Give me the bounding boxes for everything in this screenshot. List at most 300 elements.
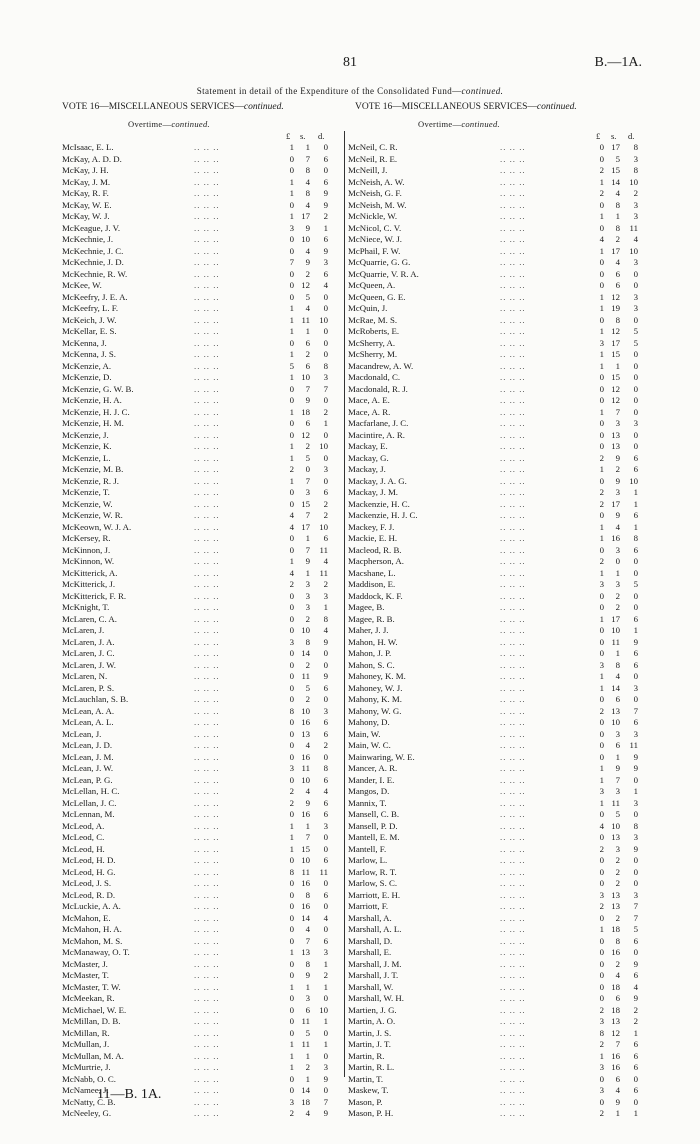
amount-pounds: 1 <box>599 567 604 578</box>
payee-name: McKenzie, D. <box>62 372 112 382</box>
leader-dots: .. .. .. <box>500 165 526 175</box>
amount-pence: 6 <box>633 935 638 946</box>
table-row <box>348 775 640 787</box>
payee-name: McKenna, J. <box>62 337 107 348</box>
leader-dots: .. .. .. <box>500 222 526 233</box>
amount-pounds: 2 <box>599 843 604 854</box>
amount-pounds: 0 <box>289 751 294 762</box>
leader-dots: .. .. .. <box>194 372 220 382</box>
amount-shillings: 3 <box>615 544 620 555</box>
amount-shillings: 16 <box>301 751 310 762</box>
amount-shillings: 15 <box>611 165 620 175</box>
leader-dots: .. .. .. <box>194 1073 220 1084</box>
table-row <box>348 568 640 580</box>
amount-pounds: 1 <box>289 1039 294 1049</box>
table-row <box>348 844 640 856</box>
amount-shillings: 18 <box>301 1096 310 1107</box>
amount-pence: 1 <box>633 625 638 635</box>
leader-dots: .. .. .. <box>500 866 526 877</box>
payee-name: Mannix, T. <box>348 797 387 808</box>
amount-pence: 0 <box>323 395 328 405</box>
leader-dots: .. .. .. <box>500 774 526 785</box>
payee-name: Mackay, E. <box>348 441 388 451</box>
leader-dots: .. .. .. <box>194 441 220 451</box>
amount-pounds: 0 <box>599 694 604 704</box>
payee-name: McNeish, M. W. <box>348 199 407 210</box>
leader-dots: .. .. .. <box>500 717 526 727</box>
amount-pence: 2 <box>633 1016 638 1026</box>
amount-shillings: 2 <box>615 464 620 474</box>
amount-pounds: 2 <box>289 579 294 589</box>
document-reference: B.—1A. <box>594 55 642 70</box>
table-row <box>62 717 342 729</box>
amount-pence: 0 <box>323 142 328 152</box>
leader-dots: .. .. .. <box>194 406 220 417</box>
leader-dots: .. .. .. <box>500 855 526 865</box>
amount-pence: 3 <box>323 820 328 831</box>
leader-dots: .. .. .. <box>500 970 526 980</box>
amount-shillings: 4 <box>615 970 620 980</box>
payee-name: McMeekan, R. <box>62 993 115 1003</box>
leader-dots: .. .. .. <box>194 280 220 290</box>
leader-dots: .. .. .. <box>500 797 526 808</box>
amount-shillings: 11 <box>611 797 620 808</box>
section-cont: continued. <box>461 119 500 129</box>
leader-dots: .. .. .. <box>500 786 526 796</box>
payee-name: Main, W. C. <box>348 740 391 750</box>
amount-pounds: 0 <box>599 728 604 739</box>
amount-shillings: 4 <box>305 786 310 796</box>
amount-pounds: 1 <box>599 211 604 221</box>
amount-pence: 9 <box>323 636 328 647</box>
amount-pounds: 1 <box>289 981 294 992</box>
leader-dots: .. .. .. <box>194 924 220 934</box>
leader-dots: .. .. .. <box>194 1016 220 1026</box>
table-row <box>348 1097 640 1109</box>
table-row <box>348 223 640 235</box>
leader-dots: .. .. .. <box>194 464 220 474</box>
amount-pence: 3 <box>323 257 328 267</box>
amount-pence: 0 <box>633 395 638 405</box>
table-row <box>348 154 640 166</box>
leader-dots: .. .. .. <box>194 1108 220 1118</box>
amount-pounds: 0 <box>599 866 604 877</box>
amount-shillings: 1 <box>615 1108 620 1118</box>
table-row <box>348 579 640 591</box>
table-row <box>348 211 640 223</box>
table-row <box>348 372 640 384</box>
amount-pence: 10 <box>319 1004 328 1015</box>
amount-pounds: 3 <box>289 222 294 233</box>
amount-pence: 0 <box>323 648 328 658</box>
amount-pounds: 2 <box>599 556 604 566</box>
amount-pounds: 0 <box>599 544 604 555</box>
table-row <box>62 315 342 327</box>
amount-pence: 0 <box>323 1027 328 1038</box>
payee-name: McMichael, W. E. <box>62 1004 127 1015</box>
amount-pence: 6 <box>323 717 328 727</box>
table-row <box>348 188 640 200</box>
amount-pounds: 4 <box>289 521 294 532</box>
leader-dots: .. .. .. <box>194 613 220 624</box>
amount-pence: 10 <box>629 245 638 256</box>
amount-shillings: 1 <box>305 567 310 578</box>
amount-shillings: 14 <box>301 648 310 658</box>
leader-dots: .. .. .. <box>194 452 220 463</box>
payee-name: McMahon, M. S. <box>62 935 123 946</box>
payee-name: Mackay, J. <box>348 464 386 474</box>
payee-name: McLean, A. L. <box>62 717 114 727</box>
leader-dots: .. .. .. <box>194 326 220 336</box>
leader-dots: .. .. .. <box>194 705 220 716</box>
amount-pence: 3 <box>633 303 638 313</box>
amount-shillings: 2 <box>615 590 620 601</box>
payee-name: McQueen, A. <box>348 280 396 290</box>
table-row <box>62 729 342 741</box>
table-row <box>62 1016 342 1028</box>
amount-pounds: 3 <box>599 1016 604 1026</box>
leader-dots: .. .. .. <box>194 521 220 532</box>
amount-shillings: 8 <box>305 889 310 900</box>
amount-pounds: 0 <box>599 717 604 727</box>
payee-name: Mackey, F. J. <box>348 521 395 532</box>
amount-pence: 1 <box>323 958 328 969</box>
amount-pounds: 0 <box>289 418 294 428</box>
table-row <box>62 476 342 488</box>
amount-pence: 6 <box>323 774 328 785</box>
payee-name: Mahony, D. <box>348 717 390 727</box>
amount-shillings: 7 <box>305 832 310 842</box>
table-row <box>62 982 342 994</box>
amount-pounds: 1 <box>599 924 604 934</box>
amount-shillings: 10 <box>611 625 620 635</box>
table-row <box>348 752 640 764</box>
amount-pounds: 0 <box>289 613 294 624</box>
table-row <box>348 855 640 867</box>
amount-shillings: 10 <box>611 820 620 831</box>
leader-dots: .. .. .. <box>194 682 220 693</box>
amount-pounds: 3 <box>599 337 604 348</box>
payee-name: McKeich, J. W. <box>62 314 117 325</box>
amount-shillings: 4 <box>305 245 310 256</box>
leader-dots: .. .. .. <box>194 797 220 808</box>
amount-pence: 6 <box>323 487 328 497</box>
amount-pounds: 0 <box>289 878 294 888</box>
amount-pence: 0 <box>633 1096 638 1107</box>
amount-pence: 2 <box>323 211 328 221</box>
table-row <box>62 165 342 177</box>
table-row <box>348 1074 640 1086</box>
payee-name: Mander, I. E. <box>348 774 395 785</box>
table-row <box>62 1051 342 1063</box>
payee-name: McKechnie, J. <box>62 234 114 244</box>
table-row <box>62 844 342 856</box>
payee-name: McLellan, H. C. <box>62 786 120 796</box>
amount-pence: 8 <box>633 165 638 175</box>
table-row <box>348 740 640 752</box>
amount-pence: 0 <box>323 326 328 336</box>
leader-dots: .. .. .. <box>194 165 220 175</box>
amount-pounds: 0 <box>599 257 604 267</box>
leader-dots: .. .. .. <box>194 567 220 578</box>
amount-pounds: 0 <box>289 717 294 727</box>
amount-pence: 11 <box>319 567 328 578</box>
leader-dots: .. .. .. <box>194 188 220 198</box>
payee-name: McNatty, C. B. <box>62 1096 116 1107</box>
payee-name: McKenzie, H. J. C. <box>62 406 130 417</box>
table-row <box>62 1039 342 1051</box>
payee-name: McNicol, C. V. <box>348 222 402 233</box>
amount-shillings: 8 <box>305 165 310 175</box>
amount-pounds: 0 <box>289 487 294 497</box>
payee-name: McLaren, J. W. <box>62 659 116 670</box>
table-row <box>62 614 342 626</box>
leader-dots: .. .. .. <box>194 153 220 164</box>
amount-pence: 0 <box>633 429 638 440</box>
amount-shillings: 11 <box>301 1039 310 1049</box>
leader-dots: .. .. .. <box>194 740 220 750</box>
leader-dots: .. .. .. <box>194 383 220 394</box>
payee-name: McKersey, R. <box>62 533 111 543</box>
payee-name: McLeod, A. <box>62 820 105 831</box>
amount-pence: 5 <box>633 326 638 336</box>
amount-pounds: 2 <box>599 487 604 497</box>
amount-pence: 8 <box>323 360 328 371</box>
amount-pence: 0 <box>323 475 328 486</box>
payee-name: McLaren, J. <box>62 625 105 635</box>
amount-pounds: 1 <box>599 533 604 543</box>
leader-dots: .. .. .. <box>194 579 220 589</box>
payee-name: Macintire, A. R. <box>348 429 405 440</box>
amount-pounds: 2 <box>599 1039 604 1049</box>
leader-dots: .. .. .. <box>500 751 526 762</box>
amount-shillings: 3 <box>305 487 310 497</box>
payee-name: McQuarrie, G. G. <box>348 257 411 267</box>
amount-shillings: 8 <box>615 935 620 946</box>
payee-name: McKnight, T. <box>62 602 110 612</box>
leader-dots: .. .. .. <box>194 303 220 313</box>
leader-dots: .. .. .. <box>500 349 526 359</box>
amount-pounds: 1 <box>289 1050 294 1061</box>
leader-dots: .. .. .. <box>500 556 526 566</box>
payee-name: Maskew, T. <box>348 1085 389 1095</box>
amount-pounds: 0 <box>289 889 294 900</box>
amount-pounds: 2 <box>599 1004 604 1015</box>
amount-pence: 0 <box>633 590 638 601</box>
leader-dots: .. .. .. <box>500 843 526 854</box>
payee-name: McLeod, H. G. <box>62 866 116 877</box>
table-row <box>348 786 640 798</box>
payee-name: McMillan, D. B. <box>62 1016 121 1026</box>
amount-pounds: 1 <box>599 521 604 532</box>
leader-dots: .. .. .. <box>194 1085 220 1095</box>
payee-name: Martin, A. O. <box>348 1016 396 1026</box>
left-table <box>62 131 342 1120</box>
leader-dots: .. .. .. <box>500 211 526 221</box>
amount-pence: 6 <box>323 809 328 819</box>
amount-pence: 0 <box>633 280 638 290</box>
leader-dots: .. .. .. <box>500 360 526 371</box>
amount-pence: 3 <box>633 832 638 842</box>
table-row <box>62 453 342 465</box>
leader-dots: .. .. .. <box>500 1108 526 1118</box>
amount-pence: 3 <box>633 728 638 739</box>
amount-pence: 9 <box>323 1108 328 1118</box>
amount-pence: 9 <box>633 751 638 762</box>
payee-name: McLeod, H. <box>62 843 105 854</box>
amount-pounds: 2 <box>599 498 604 509</box>
amount-pence: 6 <box>633 1085 638 1095</box>
leader-dots: .. .. .. <box>500 682 526 693</box>
amount-pounds: 0 <box>599 855 604 865</box>
leader-dots: .. .. .. <box>500 245 526 256</box>
amount-pence: 0 <box>323 1085 328 1095</box>
leader-dots: .. .. .. <box>500 1004 526 1015</box>
payee-name: Mangos, D. <box>348 786 390 796</box>
leader-dots: .. .. .. <box>194 1096 220 1107</box>
payee-name: McQuin, J. <box>348 303 388 313</box>
table-row <box>62 395 342 407</box>
amount-shillings: 17 <box>301 521 310 532</box>
amount-pence: 0 <box>323 1050 328 1061</box>
section-title: Overtime— <box>128 119 172 129</box>
amount-pounds: 0 <box>599 993 604 1003</box>
payee-name: Macfarlane, J. C. <box>348 418 409 428</box>
payee-name: McPhail, F. W. <box>348 245 401 256</box>
payee-name: McKay, J. H. <box>62 165 109 175</box>
payee-name: McKenzie, H. M. <box>62 418 124 428</box>
table-row <box>62 223 342 235</box>
amount-pounds: 2 <box>599 705 604 716</box>
leader-dots: .. .. .. <box>500 142 526 152</box>
leader-dots: .. .. .. <box>500 567 526 578</box>
leader-dots: .. .. .. <box>194 1027 220 1038</box>
amount-pence: 6 <box>633 510 638 520</box>
amount-shillings: 11 <box>301 866 310 877</box>
table-row <box>348 453 640 465</box>
table-row <box>348 269 640 281</box>
payee-name: Mahoney, W. J. <box>348 682 403 693</box>
payee-name: McSherry, A. <box>348 337 396 348</box>
amount-shillings: 1 <box>615 567 620 578</box>
leader-dots: .. .. .. <box>194 395 220 405</box>
amount-pounds: 0 <box>289 855 294 865</box>
payee-name: Marriott, E. H. <box>348 889 401 900</box>
payee-name: Marlow, S. C. <box>348 878 398 888</box>
table-row <box>62 556 342 568</box>
leader-dots: .. .. .. <box>194 418 220 428</box>
amount-pounds: 0 <box>599 199 604 210</box>
table-row <box>348 798 640 810</box>
amount-pence: 7 <box>323 383 328 394</box>
amount-pounds: 1 <box>289 349 294 359</box>
leader-dots: .. .. .. <box>500 487 526 497</box>
leader-dots: .. .. .. <box>194 636 220 647</box>
table-row <box>62 568 342 580</box>
amount-pence: 6 <box>323 797 328 808</box>
amount-pounds: 7 <box>289 257 294 267</box>
amount-pounds: 3 <box>599 1062 604 1072</box>
payee-name: McNeeley, G. <box>62 1108 112 1118</box>
leader-dots: .. .. .. <box>500 740 526 750</box>
payee-name: Marshall, A. L. <box>348 924 402 934</box>
amount-pounds: 0 <box>289 901 294 911</box>
amount-pounds: 1 <box>289 452 294 463</box>
amount-pounds: 2 <box>599 188 604 198</box>
amount-pence: 0 <box>323 452 328 463</box>
leader-dots: .. .. .. <box>194 1062 220 1072</box>
leader-dots: .. .. .. <box>194 901 220 911</box>
table-row <box>62 924 342 936</box>
amount-pence: 0 <box>323 165 328 175</box>
leader-dots: .. .. .. <box>500 659 526 670</box>
amount-pounds: 0 <box>599 314 604 325</box>
amount-pounds: 1 <box>289 820 294 831</box>
table-row <box>62 522 342 534</box>
payee-name: McSherry, M. <box>348 349 398 359</box>
payee-name: McKitterick, A. <box>62 567 118 578</box>
table-row <box>348 763 640 775</box>
amount-pence: 6 <box>323 682 328 693</box>
amount-pounds: 2 <box>599 901 604 911</box>
table-row <box>62 637 342 649</box>
amount-pounds: 0 <box>289 429 294 440</box>
leader-dots: .. .. .. <box>194 487 220 497</box>
amount-shillings: 10 <box>301 372 310 382</box>
leader-dots: .. .. .. <box>500 510 526 520</box>
payee-name: McKenzie, R. J. <box>62 475 119 486</box>
amount-pounds: 1 <box>289 441 294 451</box>
amount-shillings: 18 <box>611 924 620 934</box>
amount-shillings: 15 <box>611 372 620 382</box>
amount-pence: 1 <box>323 981 328 992</box>
amount-shillings: 3 <box>615 487 620 497</box>
amount-pounds: 0 <box>289 153 294 164</box>
amount-pence: 6 <box>633 717 638 727</box>
amount-pounds: 3 <box>599 659 604 670</box>
amount-pounds: 1 <box>599 774 604 785</box>
amount-shillings: 15 <box>301 843 310 854</box>
amount-shillings: 13 <box>611 1016 620 1026</box>
payee-name: McKellar, E. S. <box>62 326 117 336</box>
amount-shillings: 1 <box>305 533 310 543</box>
leader-dots: .. .. .. <box>194 498 220 509</box>
amount-pounds: 0 <box>599 958 604 969</box>
table-row <box>62 1028 342 1040</box>
table-row <box>348 418 640 430</box>
table-row <box>348 959 640 971</box>
amount-pounds: 0 <box>289 498 294 509</box>
leader-dots: .. .. .. <box>194 268 220 279</box>
amount-shillings: 5 <box>305 291 310 302</box>
table-row <box>348 1039 640 1051</box>
payee-name: McLeod, R. D. <box>62 889 116 900</box>
amount-shillings: 16 <box>611 947 620 957</box>
leader-dots: .. .. .. <box>500 1073 526 1084</box>
payee-name: McLeod, J. S. <box>62 878 112 888</box>
amount-pence: 0 <box>633 947 638 957</box>
amount-pounds: 3 <box>289 636 294 647</box>
amount-shillings: 2 <box>615 234 620 244</box>
table-row <box>62 947 342 959</box>
amount-shillings: 1 <box>305 142 310 152</box>
shillings-header: s. <box>300 131 306 141</box>
amount-shillings: 10 <box>301 234 310 244</box>
amount-pence: 0 <box>323 303 328 313</box>
amount-pence: 1 <box>633 521 638 532</box>
leader-dots: .. .. .. <box>500 901 526 911</box>
amount-shillings: 19 <box>611 303 620 313</box>
